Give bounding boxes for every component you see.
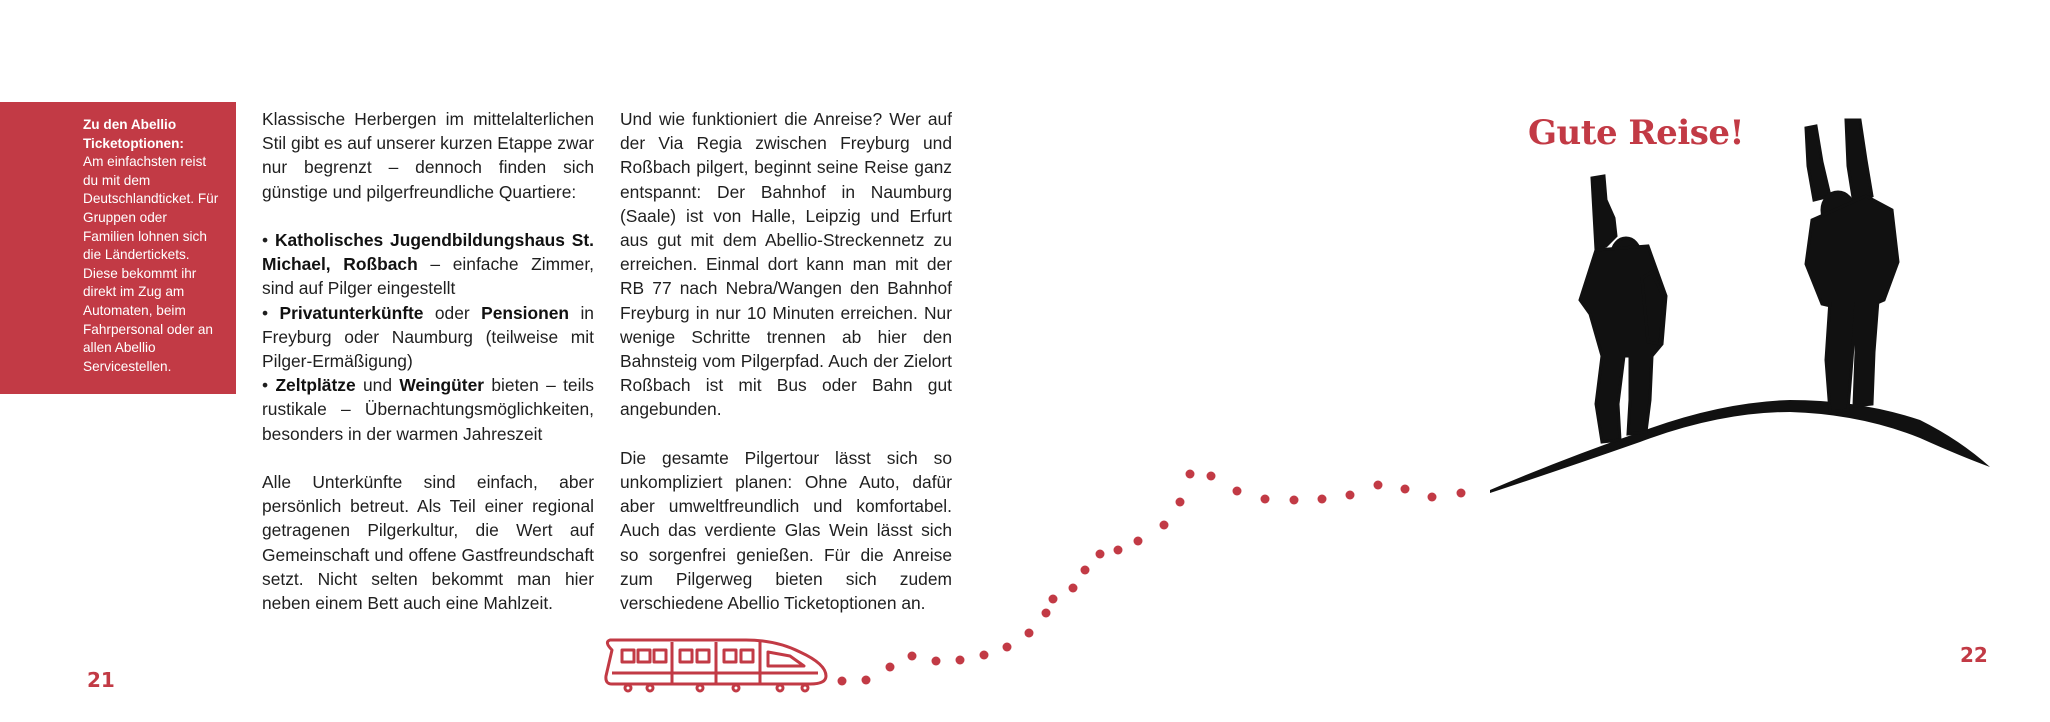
list-item: • Zeltplätze und Weingüter bieten – teils rustikale – Übernachtungsmöglichkeiten, besonders in der warmen Jahreszeit — [262, 375, 594, 444]
ticket-info-text: Am einfachsten reist du mit dem Deutschlandticket. Für Gruppen oder Familien lohnen sich die Ländertickets. Diese bekommt ihr direkt im Zug am Automaten, beim Fahrpersonal oder an allen Abellio Servicestellen. — [83, 154, 219, 374]
hill — [1490, 400, 1990, 493]
ticket-info-title: Zu den Abellio Ticketoptionen: — [83, 117, 184, 151]
headline: Gute Reise! — [1528, 113, 1744, 153]
page-number-left: 21 — [87, 668, 115, 692]
list-item: • Katholisches Jugendbildungshaus St. Michael, Roßbach – einfache Zimmer, sind auf Pilger eingestellt — [262, 230, 594, 299]
page-number-right: 22 — [1960, 643, 1988, 667]
accommodation-closing: Alle Unterkünfte sind einfach, aber persönlich betreut. Als Teil einer regional getragenen Pilgerkultur, die Wert auf Gemeinschaft und offene Gastfreundschaft setzt. Nicht selten bekommt man hier neben einem Bett auch eine Mahlzeit. — [262, 472, 594, 614]
dotted-path — [838, 470, 1466, 686]
list-item: • Privatunterkünfte oder Pensionen in Freyburg oder Naumburg (teilweise mit Pilger-Ermäßigung) — [262, 302, 594, 372]
train-icon — [606, 640, 826, 691]
pilgrim-figure-right — [1806, 120, 1898, 412]
pilgrim-figure-left — [1580, 176, 1666, 442]
accommodation-intro: Klassische Herbergen im mittelalterlichen Stil gibt es auf unserer kurzen Etappe zwar nur begrenzt – dennoch finden sich günstige und pilgerfreundliche Quartiere: — [262, 109, 594, 202]
arrival-paragraph-2: Die gesamte Pilgertour lässt sich so unkompliziert planen: Ohne Auto, dafür aber umweltfreundlich und komfortabel. Auch das verdiente Glas Wein lässt sich so sorgenfrei genießen. Für die Anreise zum Pilgerweg bieten sich zudem verschiedene Abellio Ticketoptionen an. — [620, 447, 952, 614]
arrival-paragraph-1: Und wie funktioniert die Anreise? Wer auf der Via Regia zwischen Freyburg und Roßbach pilgert, beginnt seine Reise ganz entspannt: Der Bahnhof in Naumburg (Saale) ist von Halle, Leipzig und Erfurt aus gut mit dem Abellio-Streckennetz zu erreichen. Einmal dort kann man mit der RB 77 nach Nebra/Wangen den Bahnhof Freyburg in nur 10 Minuten erreichen. Nur wenige Schritte trennen ab hier den Bahnsteig vom Pilgerpfad. Auch der Zielort Roßbach ist mit Bus oder Bahn gut angebunden. — [620, 109, 952, 420]
